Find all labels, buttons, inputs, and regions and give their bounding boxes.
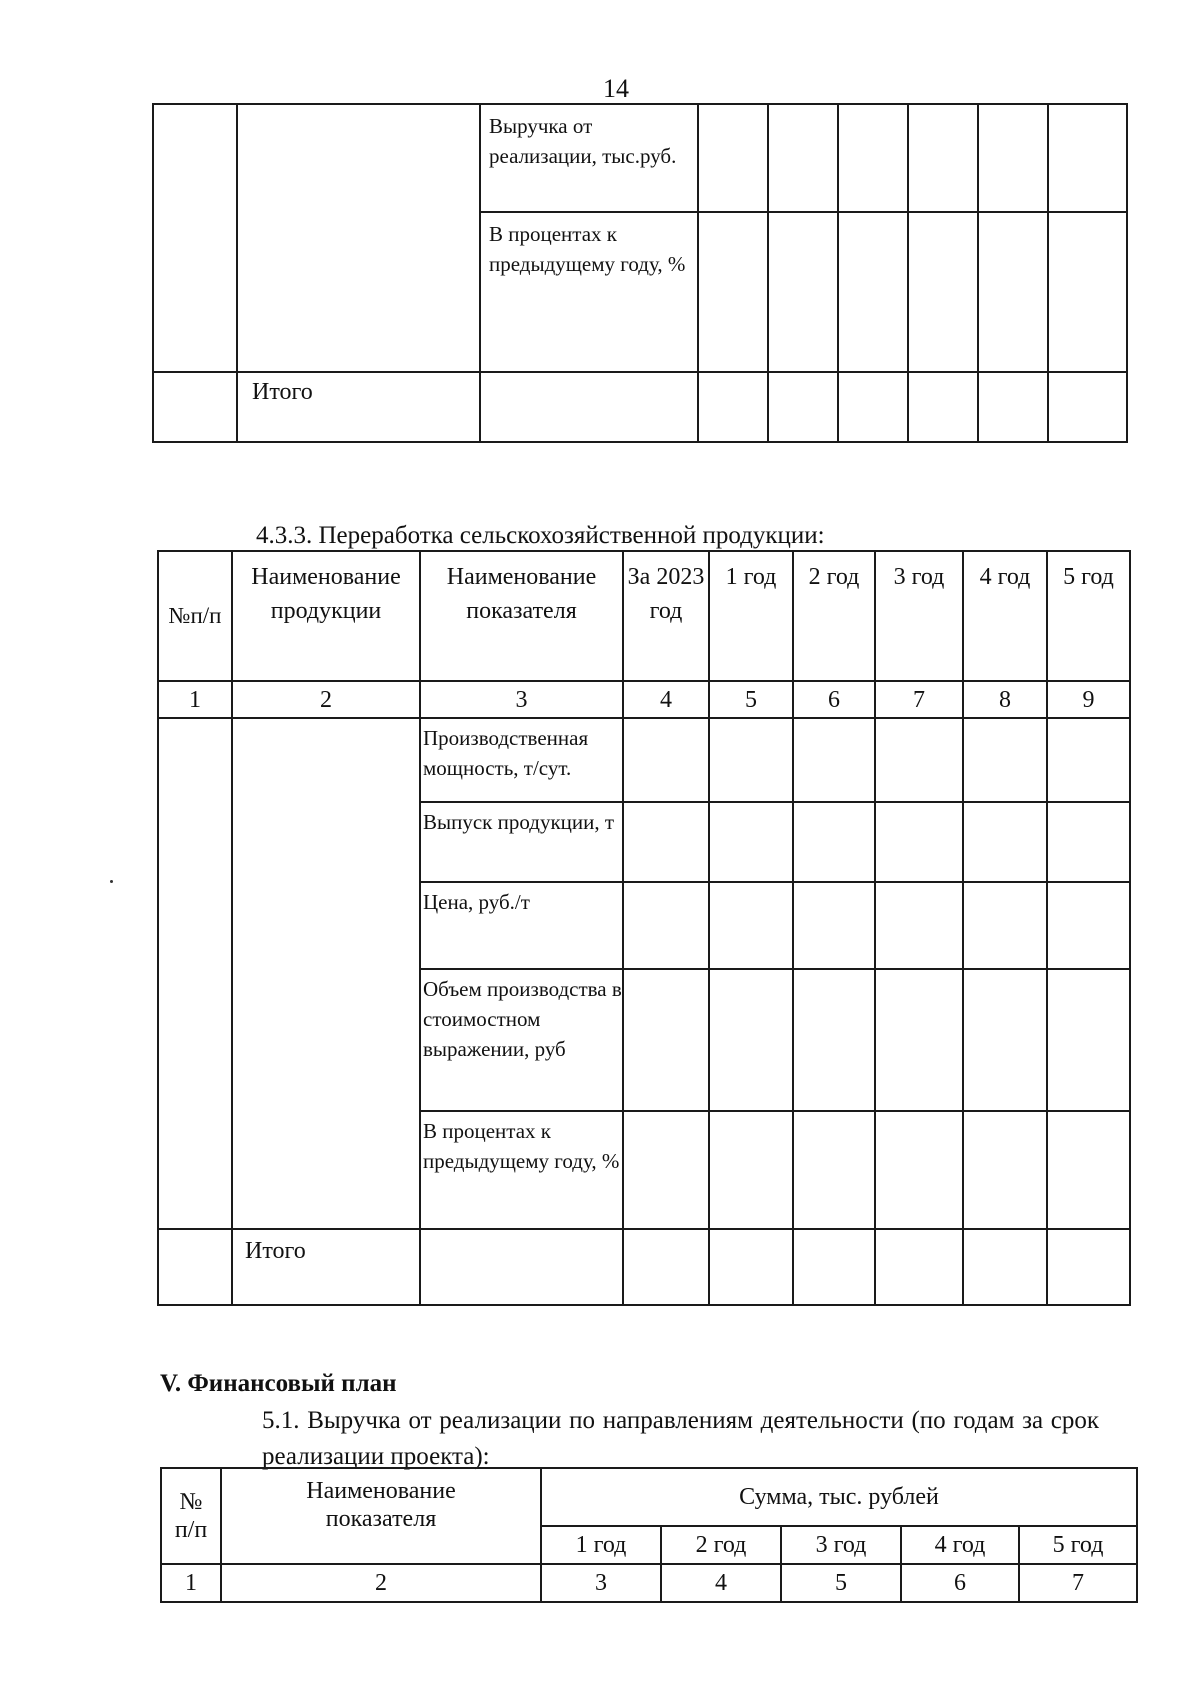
table-cell — [875, 882, 963, 969]
table-cell — [978, 104, 1048, 212]
column-number: 5 — [781, 1564, 901, 1602]
table-cell — [158, 718, 232, 1229]
processing-table — [157, 550, 1131, 1306]
header-year-5: 5 год — [1019, 1526, 1137, 1564]
table-cell — [793, 1111, 875, 1229]
table-cell — [838, 372, 908, 442]
table-cell — [875, 969, 963, 1111]
header-year-3: 3 год — [781, 1526, 901, 1564]
table-cell — [153, 104, 237, 372]
table-cell — [908, 372, 978, 442]
table-cell — [698, 212, 768, 372]
table-cell — [709, 969, 793, 1111]
indicator-percent: В процентах к предыдущему году, % — [420, 1111, 623, 1229]
indicator-capacity: Производственная мощность, т/сут. — [420, 718, 623, 802]
table-cell — [793, 882, 875, 969]
table-cell — [838, 212, 908, 372]
table-cell — [875, 1111, 963, 1229]
table-cell — [623, 969, 709, 1111]
header-year-3: 3 год — [875, 551, 963, 681]
header-year-4: 4 год — [963, 551, 1047, 681]
table-cell — [768, 104, 838, 212]
header-year-2: 2 год — [793, 551, 875, 681]
header-year-5: 5 год — [1047, 551, 1130, 681]
section-caption: 4.3.3. Переработка сельскохозяйственной продукции: — [256, 522, 825, 549]
table-cell — [623, 882, 709, 969]
section-paragraph: 5.1. Выручка от реализации по направлениям деятельности (по годам за срок реализации проекта): — [262, 1407, 1099, 1470]
table-cell — [153, 372, 237, 442]
column-number: 6 — [901, 1564, 1019, 1602]
column-number: 9 — [1047, 681, 1130, 718]
table-cell — [709, 1111, 793, 1229]
header-year-2: 2 год — [661, 1526, 781, 1564]
column-number: 5 — [709, 681, 793, 718]
section-title: V. Финансовый план — [160, 1370, 397, 1397]
indicator-output: Выпуск продукции, т — [420, 802, 623, 882]
table-cell — [698, 104, 768, 212]
header-year-1: 1 год — [541, 1526, 661, 1564]
table-cell — [158, 1229, 232, 1305]
column-number: 7 — [1019, 1564, 1137, 1602]
table-cell — [963, 718, 1047, 802]
column-number: 4 — [661, 1564, 781, 1602]
header-product-name: Наименование продукции — [232, 551, 420, 681]
page-number: 14 — [603, 74, 629, 103]
table-cell — [908, 212, 978, 372]
table-cell — [793, 1229, 875, 1305]
column-number: 8 — [963, 681, 1047, 718]
table-cell — [1047, 802, 1130, 882]
total-label: Итого — [232, 1229, 420, 1305]
table-cell — [623, 718, 709, 802]
table-cell — [1047, 1229, 1130, 1305]
indicator-production-value: Объем производства в стоимостном выражении, руб — [420, 969, 623, 1111]
table-cell — [237, 104, 480, 372]
header-sum: Сумма, тыс. рублей — [541, 1468, 1137, 1526]
table-cell — [963, 969, 1047, 1111]
revenue-by-activity-table — [160, 1467, 1138, 1603]
table-cell — [963, 1229, 1047, 1305]
header-year-4: 4 год — [901, 1526, 1019, 1564]
indicator-percent: В процентах к предыдущему году, % — [480, 212, 698, 372]
table-cell — [623, 1111, 709, 1229]
table-cell — [709, 882, 793, 969]
table-cell — [1047, 1111, 1130, 1229]
table-cell — [963, 882, 1047, 969]
table-cell — [623, 802, 709, 882]
table-cell — [1047, 969, 1130, 1111]
table-cell — [768, 212, 838, 372]
indicator-revenue: Выручка от реализации, тыс.руб. — [480, 104, 698, 212]
scan-dot — [110, 880, 113, 883]
table-cell — [768, 372, 838, 442]
table-cell — [963, 802, 1047, 882]
table-cell — [978, 212, 1048, 372]
table-cell — [908, 104, 978, 212]
column-number: 3 — [420, 681, 623, 718]
column-number: 3 — [541, 1564, 661, 1602]
table-cell — [1047, 882, 1130, 969]
column-number: 1 — [161, 1564, 221, 1602]
table-cell — [838, 104, 908, 212]
table-cell — [963, 1111, 1047, 1229]
column-number: 2 — [232, 681, 420, 718]
header-num: № п/п — [161, 1468, 221, 1564]
header-indicator-name: Наименование показателя — [420, 551, 623, 681]
header-num: №п/п — [158, 551, 232, 681]
header-indicator-name: Наименование показателя — [221, 1468, 541, 1564]
table-cell — [232, 718, 420, 1229]
table-cell — [709, 1229, 793, 1305]
total-label: Итого — [237, 372, 480, 442]
indicator-price: Цена, руб./т — [420, 882, 623, 969]
table-cell — [793, 718, 875, 802]
table-cell — [875, 1229, 963, 1305]
revenue-continuation-table — [152, 103, 1128, 443]
column-number: 1 — [158, 681, 232, 718]
column-number: 7 — [875, 681, 963, 718]
table-cell — [793, 802, 875, 882]
table-cell — [978, 372, 1048, 442]
table-cell — [875, 718, 963, 802]
table-cell — [793, 969, 875, 1111]
header-2023: За 2023 год — [623, 551, 709, 681]
column-number: 2 — [221, 1564, 541, 1602]
table-cell — [1047, 718, 1130, 802]
table-cell — [1048, 372, 1127, 442]
table-cell — [709, 802, 793, 882]
table-cell — [709, 718, 793, 802]
table-cell — [1048, 212, 1127, 372]
table-cell — [698, 372, 768, 442]
table-cell — [420, 1229, 623, 1305]
table-cell — [1048, 104, 1127, 212]
header-year-1: 1 год — [709, 551, 793, 681]
table-cell — [875, 802, 963, 882]
table-cell — [480, 372, 698, 442]
column-number: 4 — [623, 681, 709, 718]
table-cell — [623, 1229, 709, 1305]
column-number: 6 — [793, 681, 875, 718]
